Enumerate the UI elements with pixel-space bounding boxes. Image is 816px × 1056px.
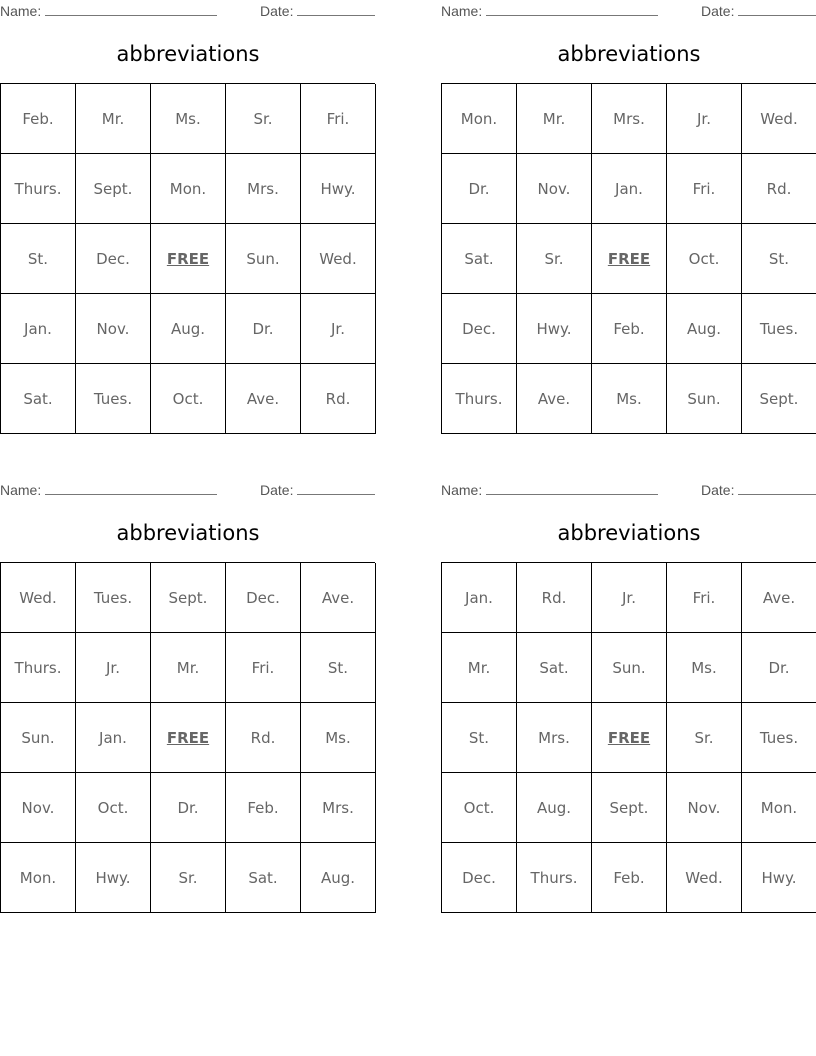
bingo-cell: Wed. (667, 843, 742, 913)
bingo-cell: Dr. (442, 154, 517, 224)
bingo-cell: Fri. (226, 633, 301, 703)
bingo-cell: Mrs. (301, 773, 376, 843)
bingo-cell: Fri. (301, 84, 376, 154)
free-space-cell: FREE (592, 224, 667, 294)
bingo-cell: Mon. (742, 773, 816, 843)
bingo-cell: Ave. (742, 563, 816, 633)
name-date-row (441, 3, 816, 19)
bingo-cell: Mon. (442, 84, 517, 154)
bingo-cell: Feb. (1, 84, 76, 154)
card-title: abbreviations (116, 42, 260, 66)
bingo-cell: Sun. (1, 703, 76, 773)
bingo-cell: Mrs. (517, 703, 592, 773)
card-title: abbreviations (557, 521, 701, 545)
bingo-cell: Jan. (592, 154, 667, 224)
bingo-cell: Jan. (1, 294, 76, 364)
date-field (701, 482, 816, 498)
bingo-cell: Sun. (226, 224, 301, 294)
bingo-cell: Mrs. (592, 84, 667, 154)
date-label: Date: (260, 482, 294, 498)
name-field (441, 482, 658, 498)
bingo-cell: Oct. (667, 224, 742, 294)
bingo-cell: Jr. (592, 563, 667, 633)
free-space-cell: FREE (151, 224, 226, 294)
bingo-cell: Sat. (1, 364, 76, 434)
bingo-cell: Hwy. (742, 843, 816, 913)
bingo-cell: Nov. (1, 773, 76, 843)
bingo-cell: Hwy. (301, 154, 376, 224)
name-field (0, 482, 217, 498)
bingo-cell: Sat. (442, 224, 517, 294)
card-title: abbreviations (557, 42, 701, 66)
bingo-cell: Wed. (301, 224, 376, 294)
bingo-cell: Dec. (442, 294, 517, 364)
name-field (0, 3, 217, 19)
bingo-cell: Aug. (667, 294, 742, 364)
bingo-cell: Sat. (226, 843, 301, 913)
bingo-cell: Jan. (76, 703, 151, 773)
bingo-cell: Feb. (226, 773, 301, 843)
date-line (738, 482, 816, 495)
bingo-cell: Dec. (226, 563, 301, 633)
bingo-cell: Rd. (226, 703, 301, 773)
bingo-cell: Tues. (742, 703, 816, 773)
bingo-cell: St. (1, 224, 76, 294)
bingo-cell: Wed. (742, 84, 816, 154)
name-line (486, 3, 658, 16)
date-line (297, 3, 375, 16)
bingo-cell: Oct. (151, 364, 226, 434)
bingo-cell: Thurs. (1, 633, 76, 703)
bingo-cell: Rd. (517, 563, 592, 633)
date-label: Date: (260, 3, 294, 19)
name-line (486, 482, 658, 495)
bingo-cell: St. (301, 633, 376, 703)
name-date-row (0, 3, 376, 19)
bingo-cell: Sat. (517, 633, 592, 703)
free-space-cell: FREE (151, 703, 226, 773)
name-date-row (441, 482, 816, 498)
bingo-cell: Mr. (76, 84, 151, 154)
bingo-cell: Oct. (76, 773, 151, 843)
bingo-cell: Nov. (667, 773, 742, 843)
bingo-cell: Dr. (742, 633, 816, 703)
bingo-cell: Fri. (667, 154, 742, 224)
bingo-grid (0, 562, 375, 913)
bingo-cell: Wed. (1, 563, 76, 633)
bingo-cell: Mon. (151, 154, 226, 224)
name-label: Name: (441, 3, 483, 19)
bingo-card-2 (441, 0, 816, 440)
bingo-cell: Dec. (76, 224, 151, 294)
name-field (441, 3, 658, 19)
bingo-grid (0, 83, 375, 434)
bingo-cell: Thurs. (517, 843, 592, 913)
bingo-cell: Tues. (76, 563, 151, 633)
bingo-cell: Aug. (151, 294, 226, 364)
bingo-cell: Dr. (226, 294, 301, 364)
bingo-cell: Hwy. (517, 294, 592, 364)
bingo-cell: Sun. (592, 633, 667, 703)
bingo-cell: Ms. (667, 633, 742, 703)
bingo-cell: Sept. (592, 773, 667, 843)
date-line (297, 482, 375, 495)
bingo-cell: Tues. (742, 294, 816, 364)
bingo-cell: Sun. (667, 364, 742, 434)
bingo-cell: Hwy. (76, 843, 151, 913)
bingo-cell: Sept. (76, 154, 151, 224)
date-field (701, 3, 816, 19)
bingo-cell: Feb. (592, 294, 667, 364)
bingo-cell: Nov. (517, 154, 592, 224)
bingo-grid (441, 562, 816, 913)
name-line (45, 482, 217, 495)
bingo-cell: Jr. (76, 633, 151, 703)
bingo-cell: Dec. (442, 843, 517, 913)
bingo-cell: Ave. (301, 563, 376, 633)
bingo-cell: St. (442, 703, 517, 773)
bingo-cell: Feb. (592, 843, 667, 913)
bingo-cell: Oct. (442, 773, 517, 843)
bingo-card-1 (0, 0, 376, 440)
date-field (260, 482, 375, 498)
bingo-cell: Mr. (517, 84, 592, 154)
bingo-cell: Sr. (151, 843, 226, 913)
bingo-cell: Jr. (667, 84, 742, 154)
name-label: Name: (441, 482, 483, 498)
card-title: abbreviations (116, 521, 260, 545)
name-label: Name: (0, 3, 42, 19)
name-date-row (0, 482, 376, 498)
bingo-cell: St. (742, 224, 816, 294)
bingo-cell: Aug. (517, 773, 592, 843)
bingo-cell: Ave. (226, 364, 301, 434)
bingo-cell: Mon. (1, 843, 76, 913)
bingo-cell: Tues. (76, 364, 151, 434)
date-line (738, 3, 816, 16)
bingo-cell: Rd. (301, 364, 376, 434)
free-space-cell: FREE (592, 703, 667, 773)
bingo-cell: Jan. (442, 563, 517, 633)
bingo-cell: Ms. (301, 703, 376, 773)
bingo-cell: Ave. (517, 364, 592, 434)
bingo-grid (441, 83, 816, 434)
bingo-card-3 (0, 479, 376, 919)
bingo-cell: Sept. (742, 364, 816, 434)
bingo-cell: Ms. (151, 84, 226, 154)
bingo-cell: Sr. (517, 224, 592, 294)
bingo-cell: Dr. (151, 773, 226, 843)
name-line (45, 3, 217, 16)
bingo-cell: Mrs. (226, 154, 301, 224)
bingo-cell: Mr. (151, 633, 226, 703)
bingo-cell: Jr. (301, 294, 376, 364)
name-label: Name: (0, 482, 42, 498)
date-field (260, 3, 375, 19)
date-label: Date: (701, 3, 735, 19)
bingo-cell: Mr. (442, 633, 517, 703)
bingo-card-4 (441, 479, 816, 919)
bingo-cell: Thurs. (1, 154, 76, 224)
bingo-cell: Nov. (76, 294, 151, 364)
bingo-cell: Thurs. (442, 364, 517, 434)
bingo-cell: Fri. (667, 563, 742, 633)
bingo-cell: Aug. (301, 843, 376, 913)
bingo-cell: Rd. (742, 154, 816, 224)
bingo-cell: Ms. (592, 364, 667, 434)
bingo-cell: Sr. (226, 84, 301, 154)
bingo-cell: Sept. (151, 563, 226, 633)
bingo-cell: Sr. (667, 703, 742, 773)
date-label: Date: (701, 482, 735, 498)
